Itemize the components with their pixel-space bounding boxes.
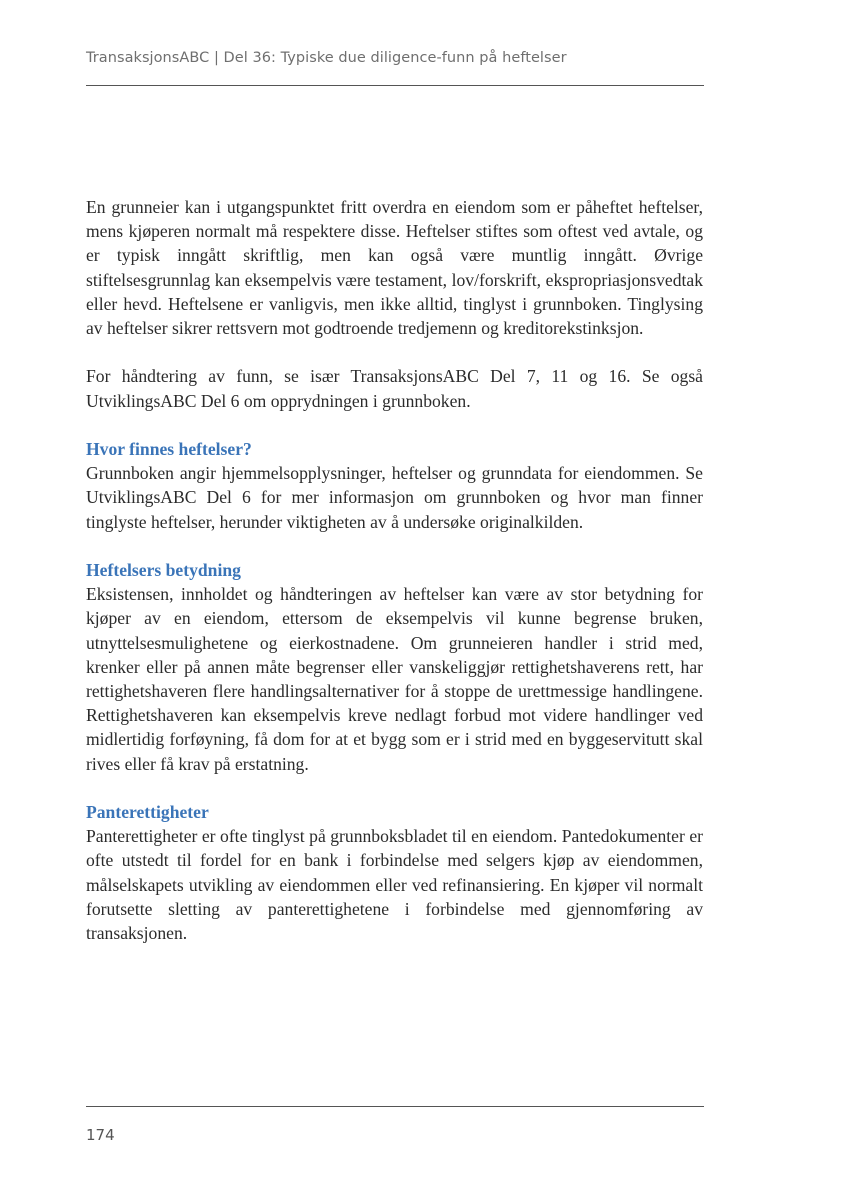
intro-paragraph: En grunneier kan i utgangspunktet fritt overdra en eiendom som er påheftet heftelser, mens kjøperen normalt må respektere disse. Heftelser stiftes som oftest ved avtale, og er typisk inngått skriftlig, men kan også være muntlig inngått. Øvrige stiftelsesgrunnlag kan eksempelvis være testament, lov/forskrift, ekspropriasjonsvedtak eller hevd. Heftelsene er vanligvis, men ikke alltid, tinglyst i grunnboken. Tinglysing av heftelser sikrer rettsvern mot godtroende tredjemenn og kreditorekstinksjon. — [86, 197, 703, 339]
section-text-significance: Eksistensen, innholdet og håndteringen av heftelser kan være av stor betydning for kjøper av en eiendom, ettersom de eksempelvis vil kunne begrense bruken, utnyttelsesmulighetene og eierkostnadene. Om grunneieren handler i strid med, krenker eller på annen måte begrenser eller vanskeliggjør rettighetshaverens rett, har rettighetshaveren flere handlingsalternativer for å stoppe de urettmessige handlingene. Rettighetshaveren kan eksempelvis kreve nedlagt forbud mot videre handlinger ved midlertidig forføyning, få dom for at et bygg som er i strid med en byggeservitutt skal rives eller få krav på erstatning. — [86, 584, 703, 774]
header-divider — [86, 85, 704, 86]
section-heading-where: Hvor finnes heftelser? — [86, 439, 252, 459]
running-header: TransaksjonsABC | Del 36: Typiske due diligence-funn på heftelser — [86, 50, 567, 66]
section-heading-significance: Heftelsers betydning — [86, 560, 241, 580]
page-number: 174 — [86, 1126, 115, 1144]
reference-paragraph: For håndtering av funn, se især TransaksjonsABC Del 7, 11 og 16. Se også UtviklingsABC Del 6 om opprydningen i grunnboken. — [86, 366, 703, 411]
section-text-where: Grunnboken angir hjemmelsopplysninger, heftelser og grunndata for eiendommen. Se UtviklingsABC Del 6 for mer informasjon om grunnboken og hvor man finner tinglyste heftelser, herunder viktigheten av å undersøke originalkilden. — [86, 463, 703, 532]
section-text-mortgages: Panterettigheter er ofte tinglyst på grunnboksbladet til en eiendom. Pantedokumenter er ofte utstedt til fordel for en bank i forbindelse med selgers kjøp av eiendommen, målselskapets utvikling av eiendommen eller ved refinansiering. En kjøper vil normalt forutsette sletting av panterettighetene i forbindelse med gjennomføring av transaksjonen. — [86, 826, 703, 944]
footer-divider — [86, 1106, 704, 1107]
section-heading-mortgages: Panterettigheter — [86, 802, 209, 823]
main-content — [86, 195, 703, 945]
